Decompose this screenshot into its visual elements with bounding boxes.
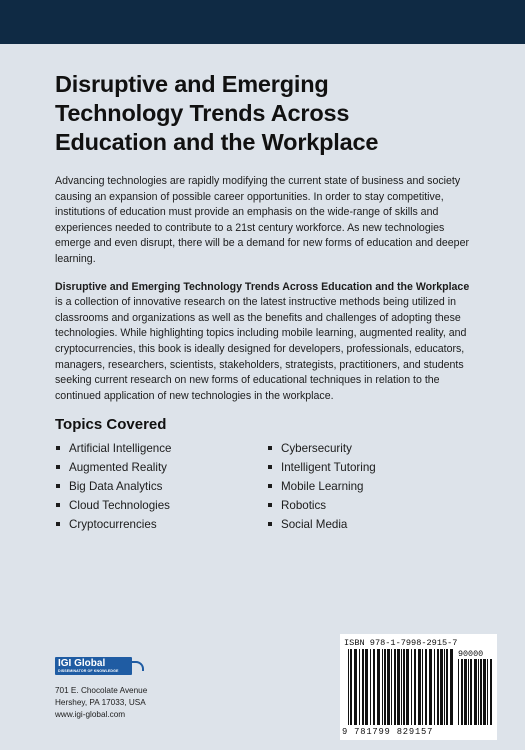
barcode-bar — [411, 649, 412, 725]
barcode-bar — [359, 649, 360, 725]
top-color-band — [0, 0, 525, 44]
barcode-bar — [446, 649, 448, 725]
paragraph-2-text: is a collection of innovative research on the latest instructive methods being utilized in classrooms and organizations as well as the benefits and challenges of adopting these technologies. While highlighting topics including mobile learning, augmented reality, and cryptocurrencies, this book is ideally designed for developers, professionals, educators, managers, researchers, scientists, stakeholders, strategists, practitioners, and students seeking current research on new forms of educational techniques in relation to the continued application of new technologies in the workplace. — [55, 296, 467, 402]
barcode-bar — [387, 649, 390, 725]
price-code: 90000 — [458, 649, 484, 659]
barcode-bar — [354, 649, 357, 725]
addon-barcode-bars — [458, 659, 494, 725]
barcode-bar — [422, 649, 423, 725]
book-title — [55, 70, 475, 157]
barcode-bar — [450, 649, 453, 725]
barcode-bar — [384, 649, 386, 725]
barcode-bar — [406, 649, 409, 725]
topics-heading: Topics Covered — [55, 416, 167, 434]
barcode-bar — [470, 659, 472, 725]
topics-column-left — [55, 439, 263, 534]
barcode-bar — [434, 649, 435, 725]
barcode-bar — [490, 659, 492, 725]
barcode-bar — [478, 659, 479, 725]
barcode-bar — [487, 659, 488, 725]
barcode-bar — [365, 649, 368, 725]
barcode-bar — [382, 649, 383, 725]
barcode-bar — [444, 649, 445, 725]
topic-item: Robotics — [267, 496, 475, 515]
topics-column-right — [267, 439, 475, 534]
topic-item: Cybersecurity — [267, 439, 475, 458]
barcode-bar — [401, 649, 402, 725]
barcode-bar — [464, 659, 467, 725]
barcode-bar — [394, 649, 396, 725]
title-line-2: Technology Trends Across — [55, 100, 350, 126]
topic-item: Cloud Technologies — [55, 496, 263, 515]
topic-item: Social Media — [267, 515, 475, 534]
barcode-bar — [425, 649, 427, 725]
barcode-bar — [418, 649, 421, 725]
barcode-bar — [414, 649, 416, 725]
barcode-bar — [468, 659, 469, 725]
barcode-bar — [403, 649, 405, 725]
description-paragraph-2 — [55, 280, 475, 405]
publisher-info — [55, 657, 147, 721]
barcode-number: 9 781799 829157 — [342, 727, 434, 737]
isbn-barcode — [340, 634, 497, 740]
topic-item: Artificial Intelligence — [55, 439, 263, 458]
topic-item: Augmented Reality — [55, 458, 263, 477]
barcode-bar — [474, 659, 477, 725]
barcode-bar — [458, 659, 459, 725]
barcode-bar — [480, 659, 482, 725]
barcode-bars — [348, 649, 454, 725]
isbn-label: ISBN 978-1-7998-2915-7 — [344, 638, 458, 648]
title-line-3: Education and the Workplace — [55, 129, 379, 155]
barcode-bar — [437, 649, 439, 725]
address-line: 701 E. Chocolate Avenue — [55, 686, 148, 695]
barcode-bar — [440, 649, 443, 725]
barcode-bar — [391, 649, 392, 725]
barcode-bar — [350, 649, 352, 725]
topic-item: Intelligent Tutoring — [267, 458, 475, 477]
logo-swoosh-icon — [132, 661, 144, 671]
barcode-bar — [373, 649, 375, 725]
publisher-website: www.igi-global.com — [55, 710, 126, 719]
barcode-bar — [429, 649, 432, 725]
barcode-bar — [397, 649, 400, 725]
address-line: Hershey, PA 17033, USA — [55, 698, 146, 707]
title-line-1: Disruptive and Emerging — [55, 71, 329, 97]
book-title-inline: Disruptive and Emerging Technology Trends Across Education and the Workplace — [55, 280, 470, 293]
logo-text: IGI Global — [58, 658, 106, 669]
barcode-bar — [483, 659, 486, 725]
topic-item: Big Data Analytics — [55, 477, 263, 496]
back-cover-content — [55, 70, 475, 534]
barcode-bar — [370, 649, 371, 725]
topics-list — [55, 439, 475, 534]
description-paragraph-1: Advancing technologies are rapidly modifying the current state of business and society causing an expansion of possible career opportunities. In order to stay competitive, institutions of education must provide an emphasis on the wide-range of skills and experiences needed to contribute to a 21st century workforce. As new technologies emerge and even disrupt, there will be a demand for new forms of education and deeper learning. — [55, 175, 469, 265]
igi-global-logo — [55, 657, 132, 675]
barcode-bar — [362, 649, 364, 725]
logo-tagline: DISSEMINATOR OF KNOWLEDGE — [58, 669, 119, 673]
topic-item: Cryptocurrencies — [55, 515, 263, 534]
barcode-bar — [461, 659, 463, 725]
barcode-bar — [377, 649, 380, 725]
topic-item: Mobile Learning — [267, 477, 475, 496]
publisher-address — [55, 685, 147, 721]
barcode-bar — [348, 649, 349, 725]
